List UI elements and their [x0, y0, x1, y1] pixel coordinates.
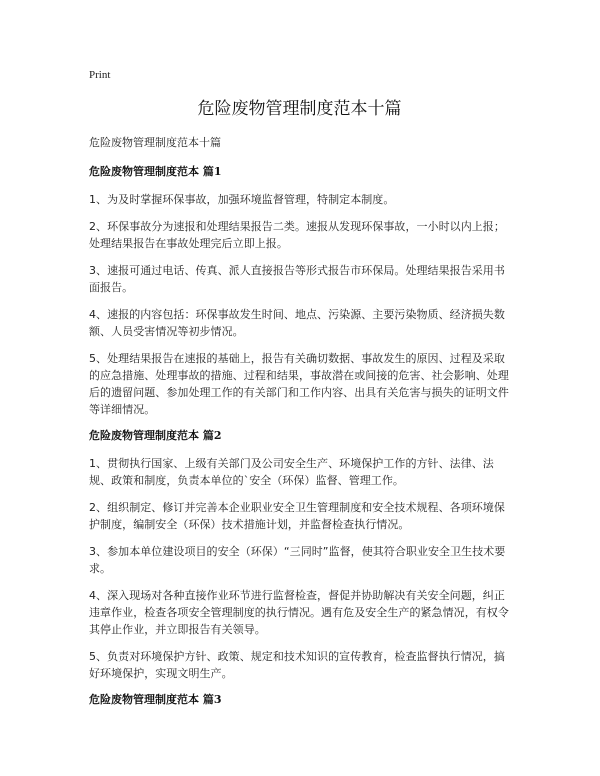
- section-2: [89, 428, 510, 682]
- section-heading: 危险废物管理制度范本 篇3: [89, 693, 222, 706]
- paragraph: 5、处理结果报告在速报的基础上，报告有关确切数据、事故发生的原因、过程及采取的应急措施、处理事故的措施、过程和结果，事故潜在或间接的危害、社会影响、处理后的遗留问题、参加处理工作的有关部门和工作内容、出具有关危害与损失的证明文件等详细情况。: [89, 352, 509, 416]
- paragraph: 4、速报的内容包括：环保事故发生时间、地点、污染源、主要污染物质、经济损失数额、人员受害情况等初步情况。: [89, 308, 505, 338]
- paragraph: 5、负责对环境保护方针、政策、规定和技术知识的宣传教育，检查监督执行情况，搞好环境保护，实现文明生产。: [89, 650, 505, 680]
- document-subtitle: 危险废物管理制度范本十篇: [89, 136, 221, 149]
- paragraph: 2、环保事故分为速报和处理结果报告二类。速报从发现环保事故，一小时以内上报；处理结果报告在事故处理完后立即上报。: [89, 220, 505, 250]
- paragraph: 1、为及时掌握环保事故，加强环境监督管理，特制定本制度。: [89, 193, 395, 206]
- page-title: 危险废物管理制度范本十篇: [197, 99, 402, 119]
- section-heading: 危险废物管理制度范本 篇2: [89, 429, 222, 442]
- paragraph: 4、深入现场对各种直接作业环节进行监督检查，督促并协助解决有关安全问题，纠正违章作业，检查各项安全管理制度的执行情况。遇有危及安全生产的紧急情况，有权令其停止作业，并立即报告有关领导。: [89, 589, 509, 636]
- paragraph: 3、参加本单位建设项目的安全（环保）“三同时”监督，使其符合职业安全卫生技术要求。: [89, 545, 506, 575]
- paragraph: 1、贯彻执行国家、上级有关部门及公司安全生产、环境保护工作的方针、法律、法规、政策和制度，负责本单位的`安全（环保）监督、管理工作。: [89, 457, 494, 487]
- section-heading: 危险废物管理制度范本 篇1: [89, 165, 222, 178]
- section-1: [89, 164, 510, 418]
- print-label: Print: [89, 69, 111, 81]
- paragraph: 2、组织制定、修订并完善本企业职业安全卫生管理制度和安全技术规程、各项环境保护制度，编制安全（环保）技术措施计划，并监督检查执行情况。: [89, 501, 505, 531]
- paragraph: 3、速报可通过电话、传真、派人直接报告等形式报告市环保局。处理结果报告采用书面报告。: [89, 264, 505, 294]
- section-3: [89, 692, 510, 708]
